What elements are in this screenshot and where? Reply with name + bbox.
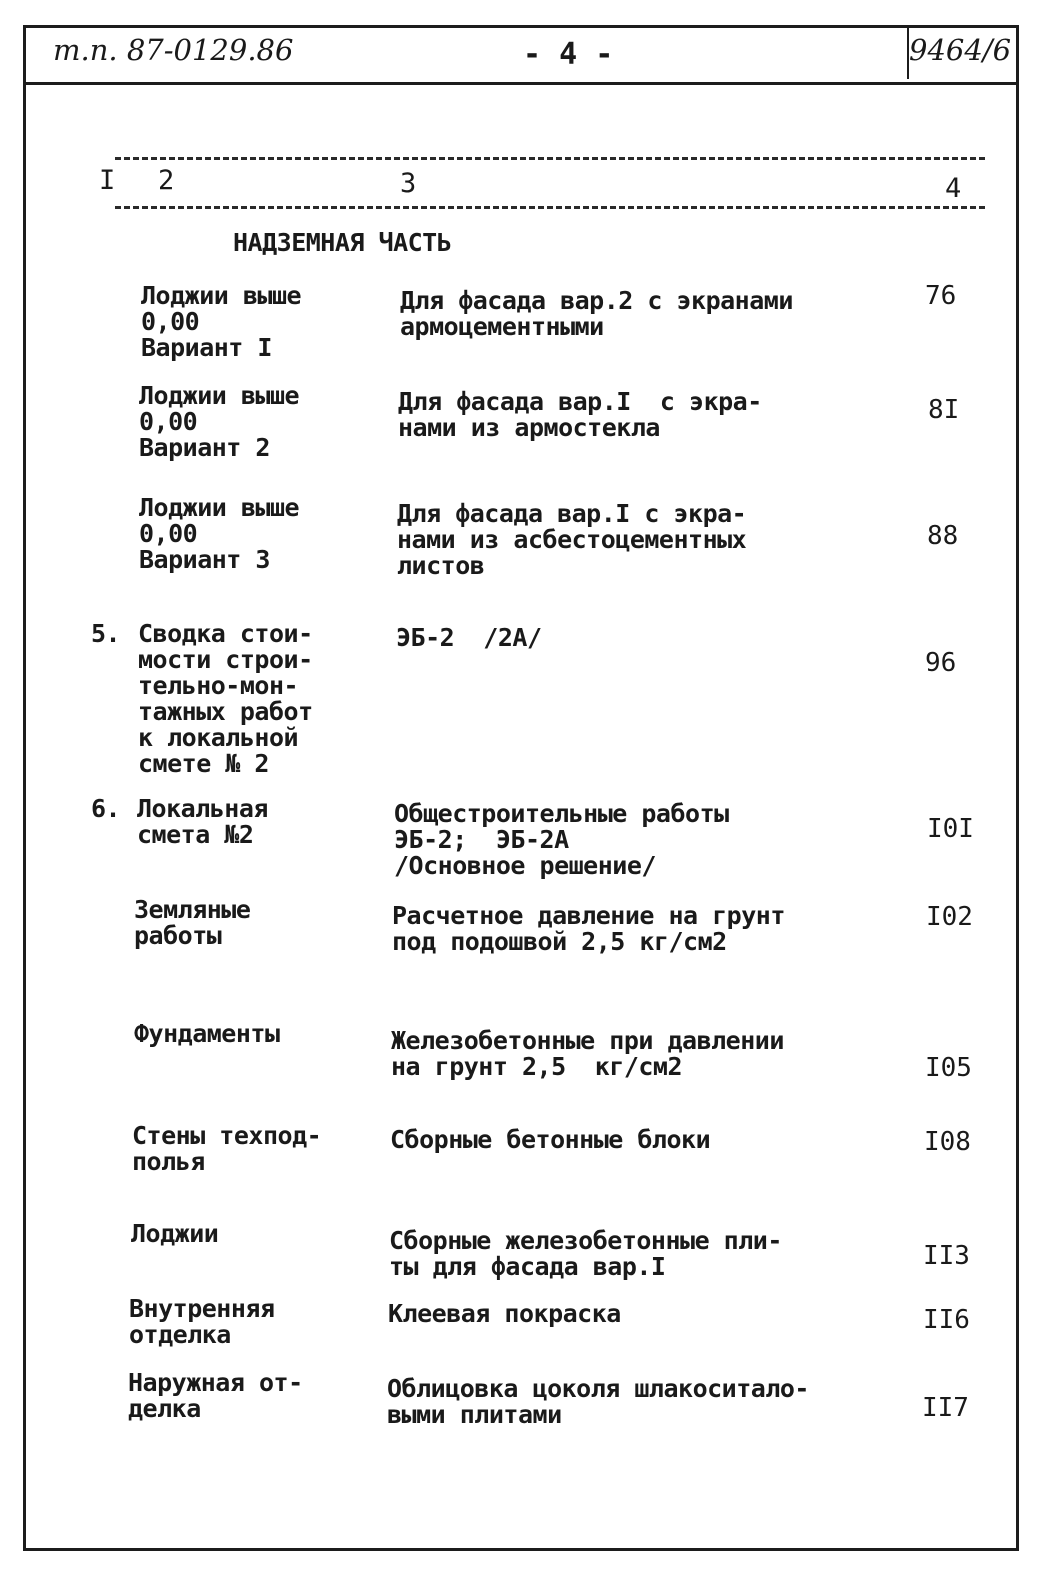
row-page: II6 <box>923 1305 970 1335</box>
column-header-4: 4 <box>945 173 962 204</box>
column-header-3: 3 <box>400 168 417 199</box>
row-description: Общестроительные работы ЭБ-2; ЭБ-2А /Основное решение/ <box>394 799 729 880</box>
row-description: Для фасада вар.I с экра- нами из армостекла <box>398 387 762 442</box>
row-name: Внутренняя отделка <box>129 1294 275 1349</box>
section-title: НАДЗЕМНАЯ ЧАСТЬ <box>233 228 452 257</box>
row-name: Лоджии выше 0,00 Вариант I <box>141 281 302 362</box>
column-header-2: 2 <box>158 165 175 196</box>
row-description: Для фасада вар.I с экра- нами из асбестоцементных листов <box>397 499 747 580</box>
page-number: - 4 - <box>523 37 614 72</box>
row-description: Для фасада вар.2 с экранами армоцементными <box>400 286 793 341</box>
row-name: Лоджии выше 0,00 Вариант 3 <box>139 493 300 574</box>
row-page: I05 <box>925 1053 972 1083</box>
row-name: Фундаменты <box>134 1019 280 1048</box>
row-name: Лоджии выше 0,00 Вариант 2 <box>139 381 300 462</box>
row-name: Земляные работы <box>134 895 251 950</box>
row-description: Сборные бетонные блоки <box>390 1125 711 1154</box>
row-description: Железобетонные при давлении на грунт 2,5 кг/см2 <box>391 1026 784 1081</box>
doc-code: т.п. 87-0129.86 <box>53 33 294 67</box>
row-page: I02 <box>926 902 973 932</box>
row-name: Наружная от- делка <box>128 1368 303 1423</box>
row-description: Облицовка цоколя шлакоситало- выми плитами <box>387 1374 809 1429</box>
row-name: Сводка стои- мости строи- тельно-мон- тажных работ к локальной смете № 2 <box>138 619 313 778</box>
row-page: 76 <box>925 281 957 311</box>
row-page: 96 <box>925 648 957 678</box>
row-page: I08 <box>924 1127 971 1157</box>
row-description: Клеевая покраска <box>388 1299 621 1328</box>
column-header-1: I <box>99 165 116 196</box>
row-description: Сборные железобетонные пли- ты для фасада вар.I <box>389 1226 782 1281</box>
row-number: 5. <box>91 619 121 648</box>
row-page: I0I <box>927 814 974 844</box>
row-page: 88 <box>927 521 959 551</box>
row-number: 6. <box>91 794 121 823</box>
row-page: II3 <box>923 1241 970 1271</box>
header-stamp <box>23 25 1019 85</box>
row-name: Стены техпод- полья <box>132 1121 322 1176</box>
row-description: Расчетное давление на грунт под подошвой 2,5 кг/см2 <box>392 901 785 956</box>
row-description: ЭБ-2 /2А/ <box>396 623 542 652</box>
row-page: II7 <box>922 1393 969 1423</box>
row-name: Локальная смета №2 <box>137 794 268 849</box>
row-page: 8I <box>928 395 960 425</box>
row-name: Лоджии <box>131 1219 219 1248</box>
header-divider-top <box>115 157 985 160</box>
header-divider-bottom <box>115 206 985 209</box>
sheet-number: 9464/6 <box>907 25 1005 79</box>
